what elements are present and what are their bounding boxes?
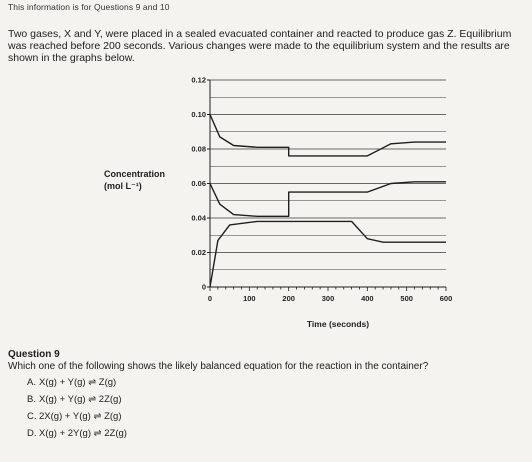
option-a-text: X(g) + Y(g) ⇌ Z(g) xyxy=(39,377,117,388)
option-d-text: X(g) + 2Y(g) ⇌ 2Z(g) xyxy=(39,428,127,439)
y-tick-label: 0.10 xyxy=(191,110,206,119)
series-line-1 xyxy=(210,115,446,156)
y-tick-label: 0 xyxy=(201,282,206,292)
grid-layer xyxy=(210,80,446,270)
x-tick-label: 100 xyxy=(243,294,256,303)
option-b-text: X(g) + Y(g) ⇌ 2Z(g) xyxy=(39,394,122,405)
tick-layer xyxy=(191,76,452,304)
x-tick-label: 0 xyxy=(207,294,213,303)
option-a[interactable] xyxy=(27,377,116,388)
y-tick-label: 0.08 xyxy=(191,144,206,154)
option-d[interactable] xyxy=(27,428,127,439)
option-c-letter: C. xyxy=(27,411,37,422)
option-a-letter: A. xyxy=(27,377,36,388)
x-tick-label: 300 xyxy=(321,294,335,303)
y-tick-label: 0.12 xyxy=(191,75,206,85)
y-axis-label-line2: (mol L⁻¹) xyxy=(104,181,142,191)
question-text: Which one of the following shows the likely balanced equation for the reaction in the container? xyxy=(8,361,429,372)
y-tick-label: 0.06 xyxy=(191,179,206,188)
option-b-letter: B. xyxy=(27,394,36,405)
series-line-3 xyxy=(210,221,446,287)
y-tick-label: 0.04 xyxy=(191,213,206,223)
option-c[interactable] xyxy=(27,411,122,422)
x-tick-label: 500 xyxy=(400,294,413,303)
series-line-2 xyxy=(210,182,446,217)
info-header: This information is for Questions 9 and 10 xyxy=(8,2,170,12)
option-d-letter: D. xyxy=(27,428,37,439)
x-tick-label: 400 xyxy=(361,294,374,303)
x-tick-label: 200 xyxy=(282,294,295,303)
y-axis-label-line1: Concentration xyxy=(104,169,166,179)
question-title: Question 9 xyxy=(8,349,60,360)
option-b[interactable] xyxy=(27,394,122,405)
y-tick-label: 0.02 xyxy=(191,248,206,257)
x-tick-label: 600 xyxy=(439,294,453,303)
option-c-text: 2X(g) + Y(g) ⇌ Z(g) xyxy=(39,411,122,422)
intro-paragraph: Two gases, X and Y, were placed in a sealed evacuated container and reacted to produce gas Z. Equilibrium was reached before 200 seconds. Various changes were made to the equilibrium system and the results are shown in the graphs below. xyxy=(8,28,512,64)
x-axis-label: Time (seconds) xyxy=(306,319,370,329)
